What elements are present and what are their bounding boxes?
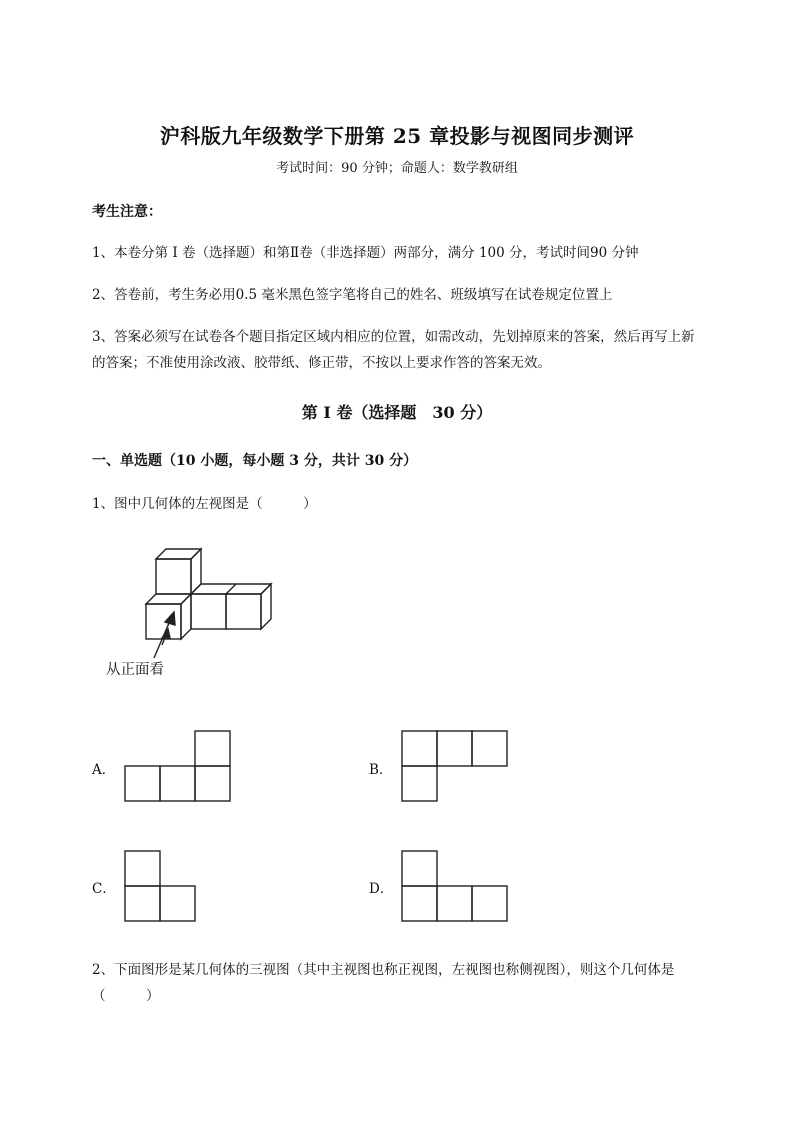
option-b-figure[interactable] [401, 730, 511, 805]
notice-heading: 考生注意： [92, 204, 162, 220]
option-c-label[interactable]: C． [92, 881, 116, 897]
option-d-figure[interactable] [401, 850, 511, 925]
option-a-figure[interactable] [124, 730, 234, 805]
section-title: 第 I 卷（选择题 30 分） [301, 403, 493, 422]
question-2-blank: （ ） [92, 988, 160, 1004]
part-heading: 一、单选题（10 小题，每小题 3 分，共计 30 分） [92, 453, 418, 469]
page-title: 沪科版九年级数学下册第 25 章投影与视图同步测评 [159, 124, 635, 148]
notice-item-3: 3、答案必须写在试卷各个题目指定区域内相应的位置，如需改动，先划掉原来的答案，然后再写上新 [92, 329, 695, 345]
exam-subtitle: 考试时间：90 分钟；命题人：数学教研组 [276, 161, 518, 176]
notice-item-2: 2、答卷前，考生务必用0.5 毫米黑色签字笔将自己的姓名、班级填写在试卷规定位置上 [92, 287, 613, 303]
figure-caption: 从正面看 [106, 662, 164, 678]
view-arrow-icon [150, 610, 190, 660]
option-b-label[interactable]: B． [369, 762, 393, 778]
option-a-label[interactable]: A． [92, 762, 116, 778]
notice-item-1: 1、本卷分第 I 卷（选择题）和第Ⅱ卷（非选择题）两部分，满分 100 分，考试时间90 分钟 [92, 245, 639, 261]
option-d-label[interactable]: D． [369, 881, 394, 897]
question-2-text: 2、下面图形是某几何体的三视图（其中主视图也称正视图，左视图也称侧视图），则这个几何体是 [92, 962, 675, 978]
option-c-figure[interactable] [124, 850, 199, 925]
question-1-text: 1、图中几何体的左视图是（ ） [92, 496, 317, 512]
notice-item-3-continued: 的答案；不准使用涂改液、胶带纸、修正带，不按以上要求作答的答案无效。 [92, 355, 551, 371]
